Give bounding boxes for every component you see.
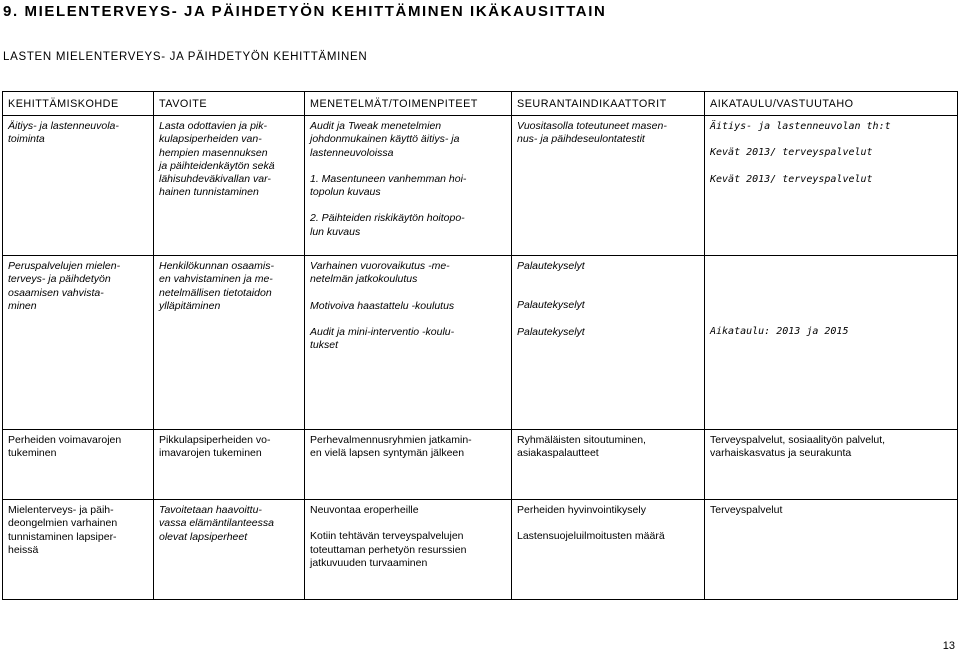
development-table	[2, 91, 958, 600]
cell-kehittamiskohde: Äitiys- ja lastenneuvola- toiminta	[8, 120, 119, 146]
column-header: MENETELMÄT/TOIMENPITEET	[305, 92, 512, 116]
cell-menetelma: Audit ja mini-interventio -koulu- tukset	[310, 325, 455, 352]
cell-menetelma: Motivoiva haastattelu -koulutus	[310, 299, 455, 312]
cell-tavoite: Lasta odottavien ja pik- kulapsiperheiden van- hempien masennuksen ja päihteidenkäytön sekä lähisuhdeväkivallan var- hainen tunnistaminen	[159, 120, 275, 199]
cell-menetelma: 1. Masentuneen vanhemman hoi- topolun kuvaus	[310, 172, 467, 199]
cell-menetelma: Varhainen vuorovaikutus -me- netelmän jatkokoulutus	[310, 260, 450, 286]
cell-menetelma: Neuvontaa eroperheille	[310, 504, 419, 516]
cell-seuranta: Perheiden hyvinvointikysely	[517, 504, 646, 516]
cell-tavoite: Tavoitetaan haavoittu- vassa elämäntilanteessa olevat lapsiperheet	[159, 504, 274, 543]
column-header: KEHITTÄMISKOHDE	[3, 92, 154, 116]
column-header: TAVOITE	[154, 92, 305, 116]
cell-seuranta: Lastensuojeluilmoitusten määrä	[517, 530, 665, 543]
cell-aikataulu: Terveyspalvelut	[710, 504, 783, 516]
table-header-row	[3, 92, 958, 116]
cell-aikataulu: Aikataulu: 2013 ja 2015	[710, 326, 849, 337]
cell-kehittamiskohde: Perheiden voimavarojen tukeminen	[8, 434, 122, 460]
cell-tavoite: Pikkulapsiperheiden vo- imavarojen tukeminen	[159, 434, 271, 460]
cell-aikataulu: Äitiys- ja lastenneuvolan th:t	[710, 121, 891, 132]
cell-menetelma: Kotiin tehtävän terveyspalvelujen toteuttaman perhetyön resurssien jatkuvuuden turvaaminen	[310, 530, 467, 569]
cell-menetelma: Audit ja Tweak menetelmien johdonmukainen käyttö äitiys- ja lastenneuvoloissa	[310, 120, 460, 159]
cell-seuranta: Palautekyselyt	[517, 260, 585, 272]
cell-kehittamiskohde: Peruspalvelujen mielen- terveys- ja päihdetyön osaamisen vahvista- minen	[8, 260, 121, 312]
table-row	[3, 430, 958, 500]
cell-aikataulu: Kevät 2013/ terveyspalvelut	[710, 173, 873, 185]
table-row	[3, 256, 958, 430]
cell-seuranta: Vuositasolla toteutuneet masen- nus- ja päihdeseulontatestit	[517, 120, 667, 146]
table-row	[3, 116, 958, 256]
cell-seuranta: Palautekyselyt	[517, 299, 585, 312]
cell-kehittamiskohde: Mielenterveys- ja päih- deongelmien varhainen tunnistaminen lapsiper- heissä	[8, 504, 118, 556]
page-number: 13	[942, 640, 955, 652]
cell-seuranta: Palautekyselyt	[517, 325, 585, 338]
cell-aikataulu: Kevät 2013/ terveyspalvelut	[710, 147, 873, 159]
column-header: AIKATAULU/VASTUUTAHO	[705, 92, 958, 116]
cell-menetelma: 2. Päihteiden riskikäytön hoitopo- lun kuvaus	[310, 212, 465, 238]
table-row	[3, 500, 958, 600]
cell-tavoite: Henkilökunnan osaamis- en vahvistaminen ja me- netelmällisen tietotaidon ylläpitäminen	[159, 260, 274, 312]
column-header: SEURANTAINDIKAATTORIT	[512, 92, 705, 116]
cell-aikataulu: Terveyspalvelut, sosiaalityön palvelut, varhaiskasvatus ja seurakunta	[710, 434, 886, 460]
section-subheading: LASTEN MIELENTERVEYS- JA PÄIHDETYÖN KEHITTÄMINEN	[3, 51, 368, 63]
cell-seuranta: Ryhmäläisten sitoutuminen, asiakaspalautteet	[517, 434, 646, 460]
page-heading: 9. MIELENTERVEYS- JA PÄIHDETYÖN KEHITTÄMINEN IKÄKAUSITTAIN	[3, 3, 607, 20]
cell-menetelma: Perhevalmennusryhmien jatkamin- en vielä lapsen syntymän jälkeen	[310, 434, 472, 460]
